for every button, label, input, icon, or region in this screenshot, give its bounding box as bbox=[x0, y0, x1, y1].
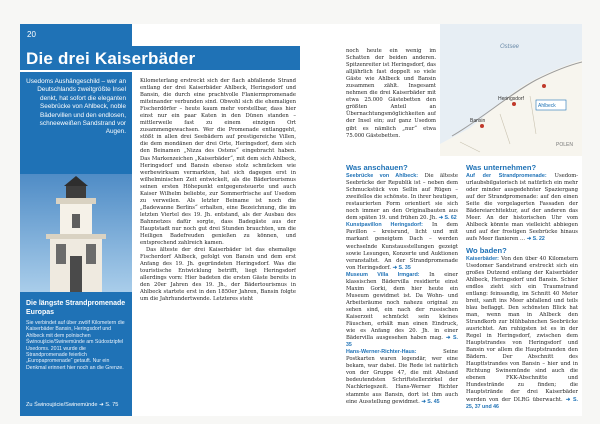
entry-heading: Museum Villa Irmgard: bbox=[346, 271, 420, 278]
page-reference: ➜ S. 62 bbox=[438, 215, 457, 222]
page-reference: ➜ S. 25, 37 und 46 bbox=[466, 396, 578, 410]
main-paragraph-1: Kilometerlang erstreckt sich der flach abfallende Strand entlang der drei Kaiserbäder Ahlbeck, Heringsdorf und Bansin, die durch eine prachtvolle Flaniermpromenade miteinander verbunden sind. Obwohl sich die ehemaligen Fischerdörfer – heute kaum mehr vorstellbar, dass hier einst nur ein paar Katen in den Dünen standen – mittlerweile fast zu einem einzigen Ort zusammengewachsen. Wer die Promenade entlanggeht, stößt in allen drei Seebädern auf prestigereiche Villen, die dem mondänen der drei Orte, Heringsdorf, dem sich den Beinamen „Nizza des Ostens“ eingebracht haben. Das Markenzeichen „Kaiserbäder“, mit dem sich Ahlbeck, Heringsdorf und Bansin ebenso stolz schmücken wie werbewirksam vermarkten, hat sich dagegen erst in wilhelminischen Zeit entwickelt, als die Bädertourismus seinen ersten Höhepunkt entgegensteuerte und auch Kaiser Wilhelm beliebte, zur Sommerfrische auf Usedom zu verweilen. Als letzter Beiname ist noch die „Badewanne Berlins“ erhalten, eine Bezeichnung, die im letzten Viertel des 19. Jh. entstand, als der Ausbau des Bahnnetzes dafür sorgte, dass Badegäste aus der Hauptstadt nur noch gut drei Stunden brauchten, um die Heiligen Badefreuden genießen zu können, und entsprechend zahlreich kamen. bbox=[140, 78, 296, 247]
entry-richter-haus bbox=[346, 349, 458, 405]
right-page bbox=[300, 24, 582, 416]
continuation-text bbox=[346, 48, 436, 148]
sidebar-box-text: Sie verbindet auf über zwölf Kilometern die Kaiserbäder Bansin, Heringsdorf und Ahlbeck mit dem polnischen Świnoujście/Swinemünde am Südostzipfel Usedoms. 2011 wurde die Strandpromenade feierlich „Europapromenade“ getauft. Nur ein Denkmal erinnert hier noch an die Grenze. bbox=[26, 320, 125, 371]
entry-text: In einer klassischen Bädervilla residierte einst Maxim Gorki, dem hier heute ein Museum gewidmet ist. Da Wohn- und Arbeitsräume noch nahezu original zu sehen sind, ein nach der russischen Kaiserzeit schmückt sein kleines Fäuschen, erhält man einen Eindruck, wie es Anfang des 20. Jh. in einer Bädervilla ausgesehen haben mag. bbox=[346, 271, 458, 342]
page-reference: ➜ S. 22 bbox=[526, 236, 545, 243]
main-paragraph-2: Das älteste der drei Kaiserbäder ist das ehemalige Fischerdorf Ahlbeck, gefolgt von Bansin und dem erst Anfang des 19. Jh. gegründeten Heringsdorf. Was die touristische Entwicklung betrifft, liegt Heringsdorf allerdings vorn: Hier badeten die ersten Gäste bereits in den 20er Jahren des 19. Jh., der Bädertourismus in Ahlbeck startete erst in den 1850er Jahren, Bansin folgte um die Jahrhundertwende. Letzteres steht bbox=[140, 247, 296, 303]
section-heading-activities: Was unternehmen? bbox=[466, 164, 537, 172]
entry-kaiserbaeder-beach bbox=[466, 256, 578, 411]
entry-heading: Seebrücke von Ahlbeck: bbox=[346, 173, 419, 180]
page-reference: ➜ S. 35 bbox=[392, 264, 411, 271]
entry-text: Seine Postkarten waren legendär, wer eine bekam, war dabei. Die Rede ist natürlich von der Gruppe 47, die mit Abstand bedeutendsten Schriftstellerzirkel der Nachkriegszeit. Hans-Werner Richter stammte aus Bansin, dort ist ihm auch eine Ausstellung gewidmet. bbox=[346, 349, 458, 405]
map-graphic bbox=[440, 24, 582, 156]
map-label-ahlbeck: Ahlbeck bbox=[538, 103, 556, 109]
title-bar bbox=[20, 46, 300, 72]
continuation-paragraph: noch heute ein wenig im Schatten der beiden anderen. Spitzenreiter ist Heringsdorf, das alljährlich fast doppelt so viele Gäste wie Ahlbeck und Bansin zusammen zählt. Insgesamt nehmen die drei Kaiserbäder mit etwa 25.000 Gästebetten den größten Anteil an Übernachtungsmöglichkeiten auf der Insel ein; auf ganz Usedom gibt es nämlich „nur“ etwa 75.000 Gästebetten. bbox=[346, 48, 436, 139]
left-page bbox=[20, 24, 300, 416]
page-number: 20 bbox=[27, 30, 36, 39]
entry-text: In dem Pavillon – kreisrund, licht und mit markant geneigtem Dach – werden wechselnde Kunstausstellungen gezeigt sowie Lesungen, Konzerte und Auktionen veranstaltet. An der Strandpromenade von Heringsdorf. bbox=[346, 222, 458, 271]
page-reference: ➜ S. 45 bbox=[421, 398, 440, 405]
page-reference: ➜ S. 35 bbox=[346, 335, 458, 349]
map-label-heringsdorf: Heringsdorf bbox=[498, 96, 524, 102]
sights-column bbox=[346, 164, 458, 414]
entry-seebruecke bbox=[346, 173, 458, 222]
entry-text: Von den über 40 Kilometern Usedomer Sandstrand erstreckt sich ein großes Dutzend entlang der Kaiserbäder Ahlbeck, Heringsdorf und Bansin. Schier endlos zieht sich ein Traumstrand entlang: feinsandig, im Schnitt 40 Meter breit, sanft ins Meer abfallend und teils blau beflaggt. Den schönsten Blick hat man, wenn man in Ahlbeck den Strandkorb zur blühbahnchen Seebrücke ausrichtet. Am ruhigsten ist es in der Regel in Heringsdorf, zwischen dem Hauptstrandes von Heringsdorf und Bansin vor allem die Hauptstranden den Bädern. Der Abschnitt des Haupttstrandes von Bansin – hier und in Richtung Swinemünde sind auch die ebenen FKK-Abschnitte und Hundestrände zu finden; die Hauptstrände der drei Kaiserbäder werden von der DLRG überwacht. bbox=[466, 255, 578, 403]
sidebar-page-reference: Zu Świnoujście/Swinemünde ➜ S. 75 bbox=[26, 402, 119, 408]
entry-strandpromenade bbox=[466, 173, 578, 243]
blue-sidebar bbox=[20, 24, 132, 416]
lighthouse-image bbox=[20, 174, 132, 292]
intro-text: Usedoms Aushängeschild – wer an Deutschlands zweitgrößte Insel denkt, hat sofort die eleganten Seebrücke von Ahlbeck, noble Bädervillen und den endlosen, schneeweißen Sandstrand vor Augen. bbox=[26, 78, 126, 136]
main-text-column bbox=[140, 78, 296, 414]
map-label-poland: POLEN bbox=[556, 142, 573, 148]
area-map bbox=[440, 24, 582, 156]
sidebar-box-title: Die längste Strandpromenade Europas bbox=[26, 300, 126, 316]
section-heading-swimming: Wo baden? bbox=[466, 245, 507, 255]
entry-kunstpavillon bbox=[346, 222, 458, 271]
activities-column bbox=[466, 164, 578, 414]
map-label-bansin: Bansin bbox=[470, 118, 486, 124]
page-title: Die drei Kaiserbäder bbox=[26, 49, 196, 68]
lighthouse-photo bbox=[20, 174, 132, 292]
entry-heading: Hans-Werner-Richter-Haus: bbox=[346, 349, 417, 356]
entry-heading: Auf der Strandpromenade: bbox=[466, 173, 547, 180]
section-heading-sights: Was anschauen? bbox=[346, 164, 408, 172]
entry-heading: Kaiserbäder: bbox=[466, 255, 499, 262]
entry-heading: Kunstpavillon Heringsdorf: bbox=[346, 222, 423, 229]
map-label-sea: Ostsee bbox=[500, 44, 520, 50]
entry-text: Usedom-urlaubsbilgatorisch ist natürlich ein mehr oder minder ausgedehnter Spaziergang auf der Strandpromenade: auf den einen Seite die vorgelagerten Fassaden der Bädereiarchitektur, auf der anderen das Meer. An der historischen Uhr vom Ahlbeck könnte man vielleicht abbiegen und auf der frostigen Seebrücke hinaus aufs Meer flanieren ... bbox=[466, 173, 578, 243]
entry-villa-irmgard bbox=[346, 272, 458, 350]
entry-text: Die älteste Seebrücke der Republik ist – neben dem Schmuckstück von Sellin auf Rügen – zweifellos die schönste. In ihrer heutigen, restaurierten Form orientiert sie sich noch immer an den Originalbauten aus dem späten 19. und frühen 20. Jh. bbox=[346, 173, 458, 222]
